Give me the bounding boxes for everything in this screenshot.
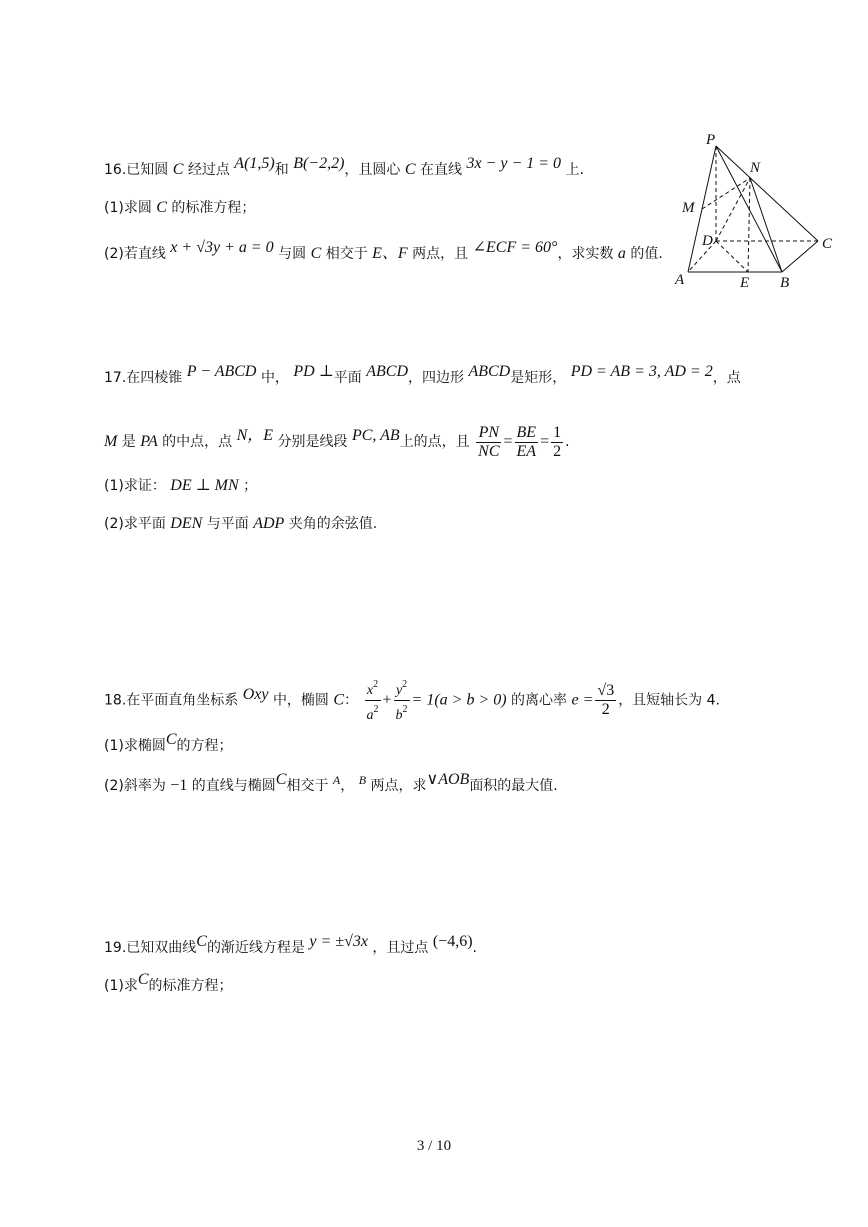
- label-E: E: [740, 275, 750, 291]
- label-N: N: [750, 160, 761, 176]
- q16-part1: (1)求圆 C 的标准方程；: [104, 199, 256, 216]
- fraction-x2-a2: $\frac{x^2}{a^2}$: [365, 676, 381, 725]
- q18-part1: (1)求椭圆C的方程；: [104, 731, 233, 754]
- fraction-y2-b2: $\frac{y^2}{b^2}$: [394, 676, 410, 725]
- q19-part1: (1)求C的标准方程；: [104, 971, 233, 994]
- q17-part2: (2)求平面 DEN 与平面 ADP 夹角的余弦值.: [104, 515, 378, 532]
- fraction-sqrt3-2: $\frac{√3}{2}$: [597, 682, 615, 718]
- fraction-PN-NC: $\frac{PN}{NC}$: [478, 423, 500, 460]
- q19-line1: 19.已知双曲线C的渐近线方程是 y = ±√3x ，且过点 (−4,6).: [104, 933, 477, 956]
- q18-part2: (2)斜率为 −1 的直线与椭圆C相交于 A， B 两点，求∨AOB面积的最大值.: [104, 771, 558, 794]
- q18-line1: 18.在平面直角坐标系 Oxy 中，椭圆 C： $\frac{x^2}{a^2}$ + $\frac{y^2}{b^2}$ = 1(a > b > 0) 的离心率 e = $\frac{√3}{2}$ ，且短轴长为 4.: [104, 676, 720, 725]
- edge-BC: [782, 241, 818, 272]
- q16-part2: (2)若直线 x + √3y + a = 0 与圆 C 相交于 E、F 两点，且 ∠ECF = 60°，求实数 a 的值.: [104, 239, 663, 262]
- q16-number: 16.: [104, 162, 127, 178]
- label-A: A: [675, 272, 685, 288]
- q16-stem: 16.已知圆 C 经过点 A(1,5)和 B(−2,2)，且圆心 C 在直线 3x − y − 1 = 0 上.: [104, 155, 584, 178]
- edge-NE: [748, 178, 750, 272]
- q17-line2: M 是 PA 的中点，点 N，E 分别是线段 PC, AB上的点，且 $\frac{PN}{NC}$ = $\frac{BE}{EA}$ = $\frac{1}{2}$ .: [104, 423, 570, 460]
- pyramid-figure: [668, 126, 844, 296]
- fraction-BE-EA: $\frac{BE}{EA}$: [516, 423, 537, 460]
- label-M: M: [682, 200, 695, 216]
- q19-number: 19.: [104, 940, 127, 956]
- q17-number: 17.: [104, 370, 127, 386]
- label-D: D: [702, 233, 713, 249]
- q18-number: 18.: [104, 692, 127, 709]
- label-C: C: [822, 236, 833, 252]
- fraction-one-half: $\frac{1}{2}$: [553, 423, 562, 460]
- page-number: 3 / 10: [416, 1138, 452, 1154]
- edge-DN: [716, 178, 750, 241]
- edge-DE: [716, 241, 748, 272]
- q17-line1: 17.在四棱锥 P − ABCD 中， PD ⊥平面 ABCD，四边形 ABCD是矩形， PD = AB = 3, AD = 2，点: [104, 363, 741, 386]
- label-B: B: [780, 275, 790, 291]
- q17-part1: (1)求证： DE ⊥ MN ；: [104, 477, 258, 494]
- edge-MN: [702, 178, 750, 209]
- label-P: P: [706, 132, 716, 148]
